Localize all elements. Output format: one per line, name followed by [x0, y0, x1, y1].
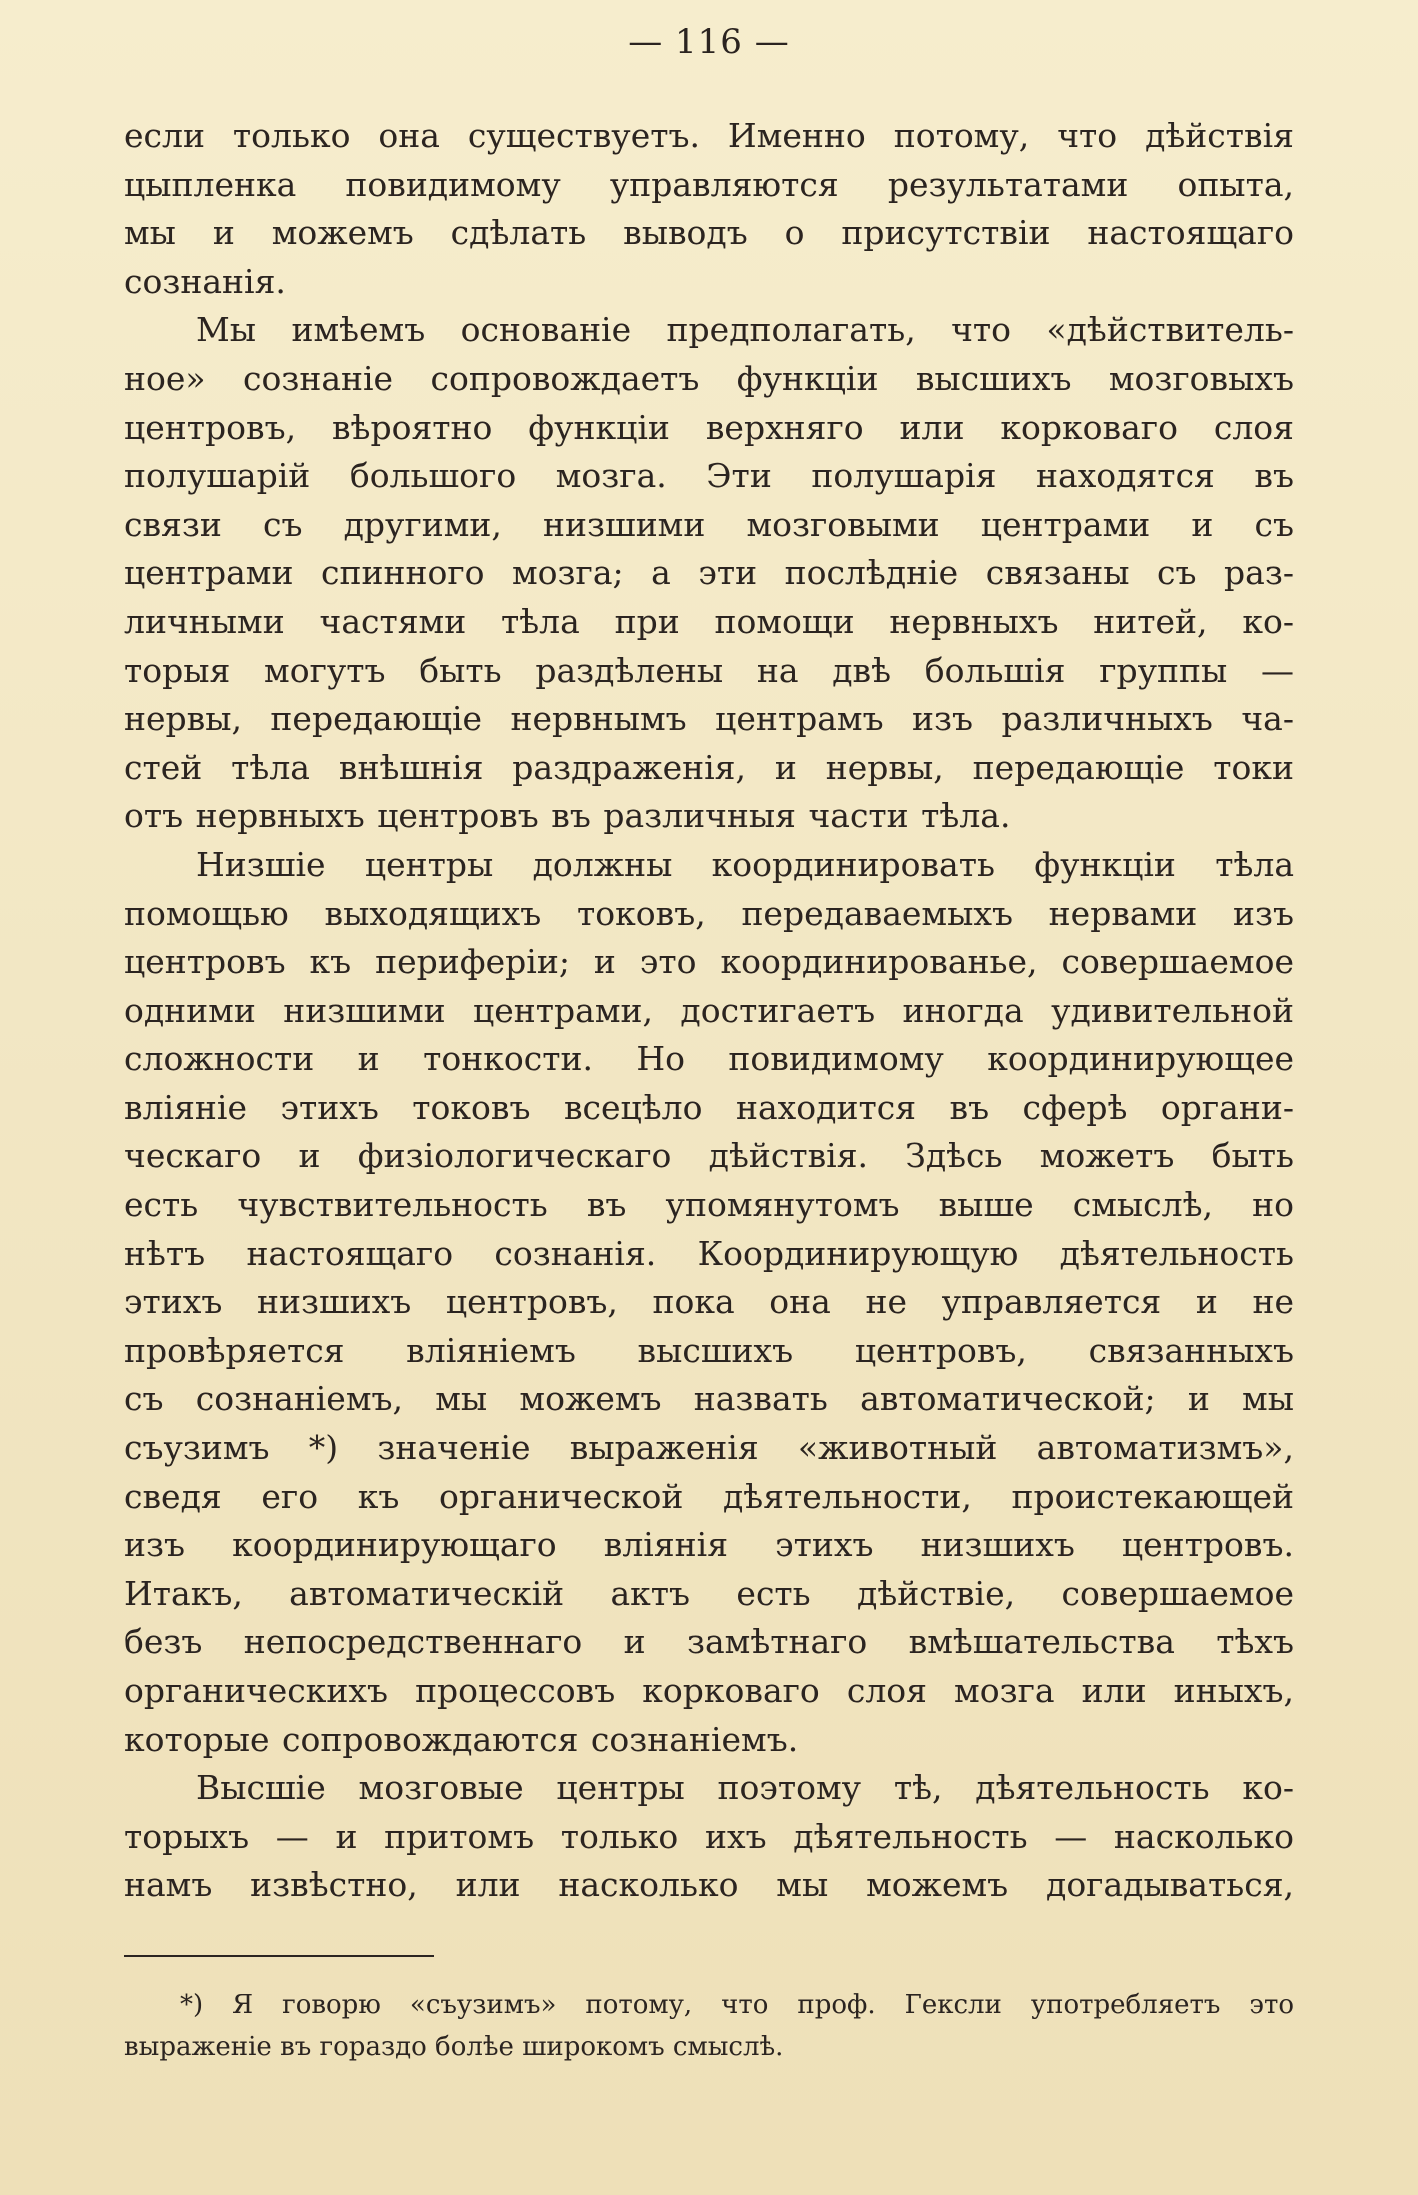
- text-line: намъ извѣстно, или насколько мы можемъ догадываться,: [124, 1865, 1294, 1905]
- text-line: стей тѣла внѣшнія раздраженія, и нервы, передающіе токи: [124, 747, 1294, 787]
- text-line: центровъ къ периферіи; и это координированье, совершаемое: [124, 942, 1294, 982]
- text-line: одними низшими центрами, достигаетъ иногда удивительной: [124, 990, 1294, 1030]
- text-line: торыхъ — и притомъ только ихъ дѣятельность — насколько: [124, 1816, 1294, 1856]
- text-line: которые сопровождаются сознаніемъ.: [124, 1719, 799, 1759]
- text-line: Мы имѣемъ основаніе предполагать, что «дѣйствитель-: [196, 310, 1294, 350]
- text-line: съузимъ *) значеніе выраженія «животный автоматизмъ»,: [124, 1428, 1294, 1468]
- footnote: [124, 1984, 1294, 2068]
- text-line: нѣтъ настоящаго сознанія. Координирующую дѣятельность: [124, 1233, 1294, 1273]
- text-line: полушарій большого мозга. Эти полушарія находятся въ: [124, 456, 1294, 496]
- text-line: центровъ, вѣроятно функціи верхняго или корковаго слоя: [124, 407, 1294, 447]
- text-line: сложности и тонкости. Но повидимому координирующее: [124, 1039, 1294, 1079]
- page-number: — 116 —: [628, 22, 790, 62]
- text-line: Высшіе мозговые центры поэтому тѣ, дѣятельность ко-: [196, 1768, 1294, 1808]
- text-line: торыя могутъ быть раздѣлены на двѣ большія группы —: [124, 650, 1294, 690]
- footnote-line: *) Я говорю «съузимъ» потому, что проф. Гексли употребляетъ это: [180, 1990, 1294, 2020]
- body-text: [124, 112, 1294, 1910]
- text-line: сведя его къ органической дѣятельности, проистекающей: [124, 1476, 1294, 1516]
- text-line: вліяніе этихъ токовъ всецѣло находится въ сферѣ органи-: [124, 1087, 1294, 1127]
- text-line: Низшіе центры должны координировать функціи тѣла: [196, 844, 1294, 884]
- text-line: провѣряется вліяніемъ высшихъ центровъ, связанныхъ: [124, 1330, 1294, 1370]
- text-line: Итакъ, автоматическій актъ есть дѣйствіе, совершаемое: [124, 1573, 1294, 1613]
- text-line: мы и можемъ сдѣлать выводъ о присутствіи настоящаго: [124, 213, 1294, 253]
- text-line: безъ непосредственнаго и замѣтнаго вмѣшательства тѣхъ: [124, 1622, 1294, 1662]
- text-line: съ сознаніемъ, мы можемъ назвать автоматической; и мы: [124, 1379, 1294, 1419]
- text-line: если только она существуетъ. Именно потому, что дѣйствія: [124, 116, 1294, 155]
- text-line: сознанія.: [124, 261, 286, 301]
- text-line: органическихъ процессовъ корковаго слоя мозга или иныхъ,: [124, 1671, 1294, 1710]
- text-line: изъ координирующаго вліянія этихъ низшихъ центровъ.: [124, 1525, 1294, 1565]
- text-line: отъ нервныхъ центровъ въ различныя части тѣла.: [124, 796, 1011, 836]
- text-line: цыпленка повидимому управляются результатами опыта,: [124, 164, 1294, 204]
- text-line: есть чувствительность въ упомянутомъ выше смыслѣ, но: [124, 1185, 1294, 1225]
- text-line: нервы, передающіе нервнымъ центрамъ изъ различныхъ ча-: [124, 699, 1294, 739]
- text-line: связи съ другими, низшими мозговыми центрами и съ: [124, 504, 1294, 544]
- text-line: личными частями тѣла при помощи нервныхъ нитей, ко-: [124, 601, 1294, 641]
- text-line: ное» сознаніе сопровождаетъ функціи высшихъ мозговыхъ: [124, 358, 1294, 398]
- text-line: центрами спинного мозга; а эти послѣдніе связаны съ раз-: [124, 553, 1294, 593]
- text-line: помощью выходящихъ токовъ, передаваемыхъ нервами изъ: [124, 893, 1294, 933]
- footnote-divider: [124, 1955, 434, 1957]
- footnote-line: выраженіе въ гораздо болѣе широкомъ смыслѣ.: [124, 2032, 784, 2062]
- text-line: ческаго и физіологическаго дѣйствія. Здѣсь можетъ быть: [124, 1136, 1294, 1176]
- text-line: этихъ низшихъ центровъ, пока она не управляется и не: [124, 1282, 1294, 1322]
